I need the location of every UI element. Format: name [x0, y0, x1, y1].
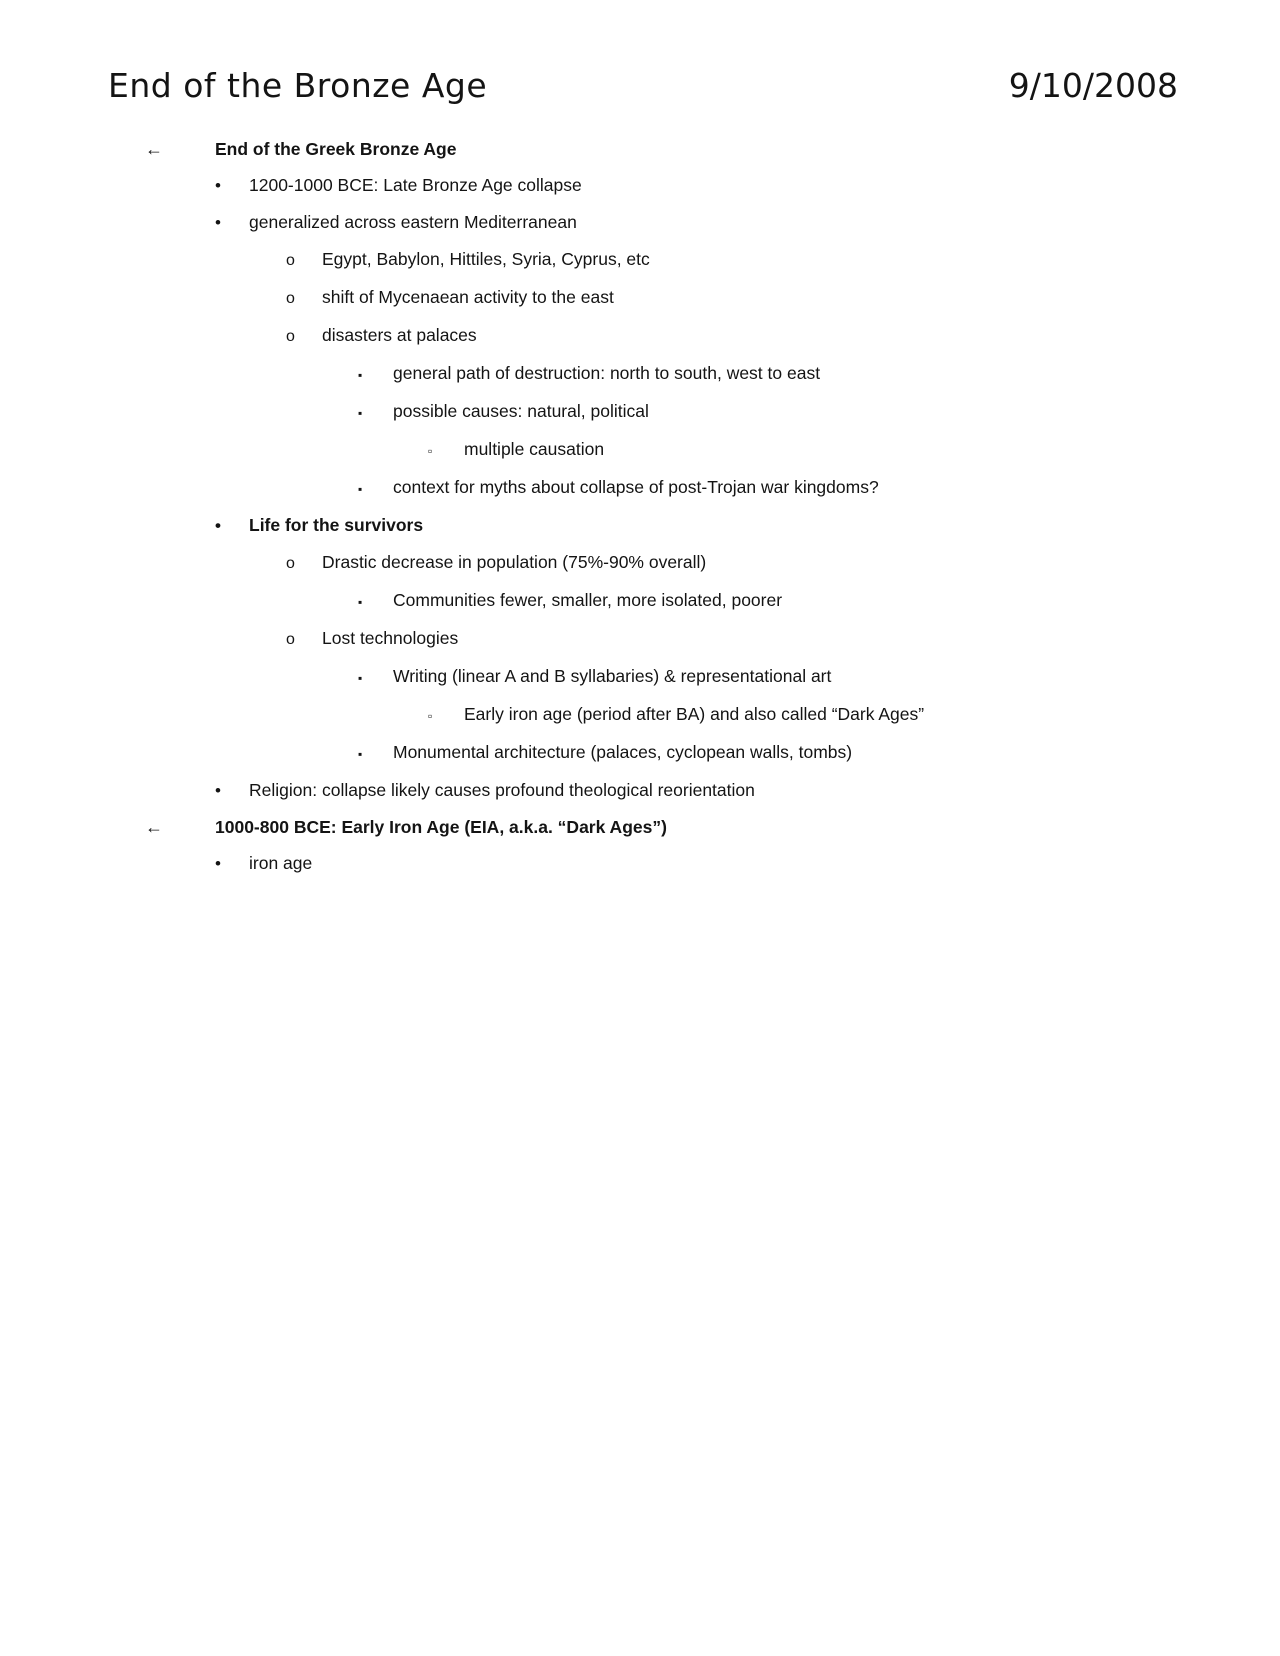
square-bullet-icon: ▪ — [358, 747, 363, 761]
list-item-text: Egypt, Babylon, Hittiles, Syria, Cyprus, etc — [322, 249, 650, 269]
arrow-bullet-icon: ← — [145, 817, 163, 837]
list-item — [0, 204, 1280, 241]
square-bullet-icon: ▪ — [358, 595, 363, 609]
page-date: 9/10/2008 — [1008, 66, 1178, 105]
list-item-text: context for myths about collapse of post-Trojan war kingdoms? — [393, 477, 879, 497]
list-item-text: End of the Greek Bronze Age — [215, 139, 457, 159]
page-title: End of the Bronze Age — [108, 66, 488, 105]
wsquare-bullet-icon: ▫ — [428, 709, 433, 723]
list-item-text: Monumental architecture (palaces, cyclopean walls, tombs) — [393, 742, 853, 762]
circle-bullet-icon: o — [286, 555, 295, 572]
list-item — [0, 431, 1280, 469]
list-item-text: Writing (linear A and B syllabaries) & representational art — [393, 666, 832, 686]
disc-bullet-icon: • — [215, 854, 221, 873]
circle-bullet-icon: o — [286, 290, 295, 307]
list-item-text: 1200-1000 BCE: Late Bronze Age collapse — [249, 175, 582, 195]
list-item — [0, 355, 1280, 393]
disc-bullet-icon: • — [215, 516, 221, 535]
list-item-text: generalized across eastern Mediterranean — [249, 212, 577, 232]
list-item — [0, 734, 1280, 772]
square-bullet-icon: ▪ — [358, 671, 363, 685]
document-header — [0, 0, 1280, 105]
list-item — [0, 167, 1280, 204]
list-item — [0, 317, 1280, 355]
list-item — [0, 772, 1280, 809]
list-item — [0, 620, 1280, 658]
list-item — [0, 279, 1280, 317]
list-item — [0, 393, 1280, 431]
notes-list — [0, 131, 1280, 882]
list-item — [0, 469, 1280, 507]
disc-bullet-icon: • — [215, 176, 221, 195]
square-bullet-icon: ▪ — [358, 406, 363, 420]
circle-bullet-icon: o — [286, 328, 295, 345]
list-item-text: iron age — [249, 853, 313, 873]
square-bullet-icon: ▪ — [358, 482, 363, 496]
list-item-text: Life for the survivors — [249, 515, 424, 535]
list-item-text: Early iron age (period after BA) and also called “Dark Ages” — [464, 704, 925, 724]
list-item-text: Communities fewer, smaller, more isolated, poorer — [393, 590, 783, 610]
list-item — [0, 809, 1280, 845]
list-item — [0, 507, 1280, 544]
circle-bullet-icon: o — [286, 252, 295, 269]
list-item-text: shift of Mycenaean activity to the east — [322, 287, 614, 307]
list-item-text: possible causes: natural, political — [393, 401, 649, 421]
list-item-text: general path of destruction: north to south, west to east — [393, 363, 821, 383]
disc-bullet-icon: • — [215, 213, 221, 232]
list-item — [0, 131, 1280, 167]
list-item — [0, 241, 1280, 279]
list-item — [0, 582, 1280, 620]
list-item — [0, 544, 1280, 582]
list-item-text: Lost technologies — [322, 628, 459, 648]
list-item-text: Religion: collapse likely causes profound theological reorientation — [249, 780, 755, 800]
list-item — [0, 658, 1280, 696]
list-item-text: multiple causation — [464, 439, 605, 459]
list-item-text: disasters at palaces — [322, 325, 477, 345]
list-item — [0, 845, 1280, 882]
list-item-text: 1000-800 BCE: Early Iron Age (EIA, a.k.a. “Dark Ages”) — [215, 817, 667, 837]
circle-bullet-icon: o — [286, 631, 295, 648]
wsquare-bullet-icon: ▫ — [428, 444, 433, 458]
disc-bullet-icon: • — [215, 781, 221, 800]
list-item — [0, 696, 1280, 734]
square-bullet-icon: ▪ — [358, 368, 363, 382]
list-item-text: Drastic decrease in population (75%-90% overall) — [322, 552, 707, 572]
arrow-bullet-icon: ← — [145, 139, 163, 159]
